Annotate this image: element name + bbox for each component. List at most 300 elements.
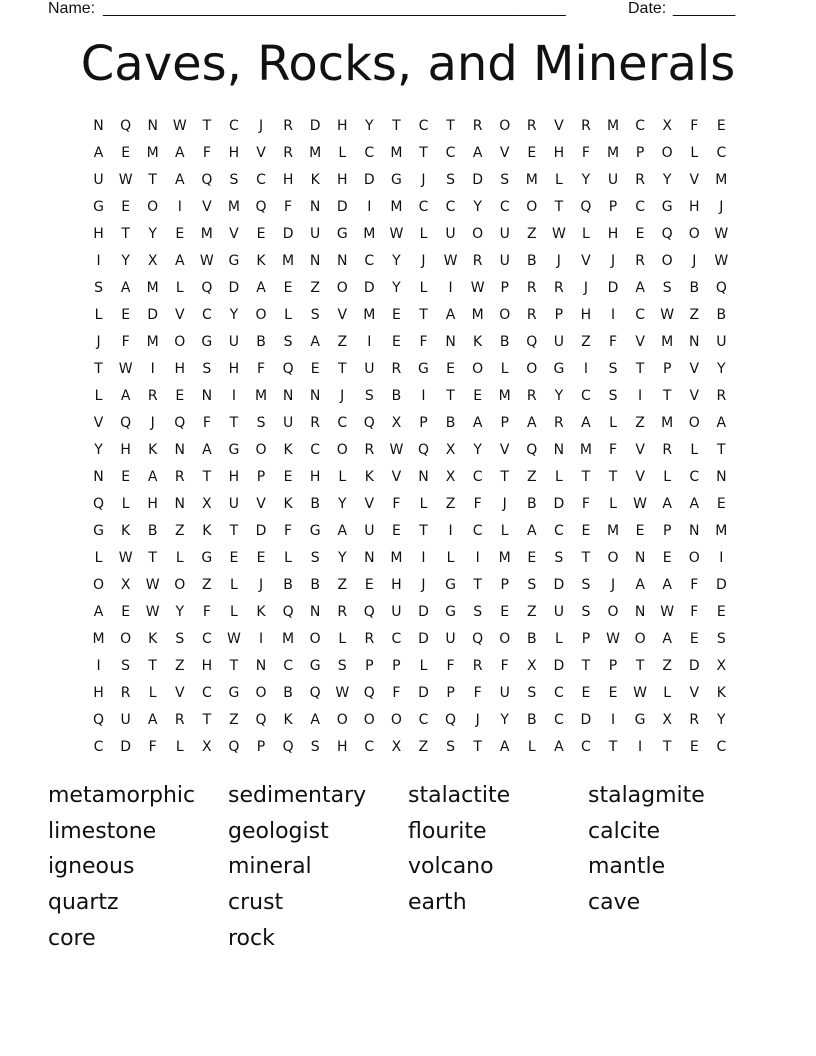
grid-letter[interactable]: R <box>554 280 564 296</box>
grid-letter[interactable]: F <box>608 334 618 350</box>
grid-letter[interactable]: R <box>662 442 673 458</box>
grid-letter[interactable]: B <box>526 253 537 269</box>
grid-letter[interactable]: L <box>94 388 103 404</box>
grid-letter[interactable]: T <box>148 658 157 674</box>
grid-letter[interactable]: J <box>150 415 155 431</box>
grid-letter[interactable]: H <box>147 496 158 512</box>
grid-letter[interactable]: V <box>499 145 510 161</box>
grid-letter[interactable]: X <box>120 577 131 593</box>
grid-letter[interactable]: L <box>175 550 184 566</box>
grid-letter[interactable]: C <box>472 523 483 539</box>
grid-letter[interactable]: L <box>284 307 292 323</box>
grid-letter[interactable]: E <box>662 550 672 566</box>
grid-letter[interactable]: E <box>121 145 131 161</box>
grid-letter[interactable]: B <box>499 334 510 350</box>
grid-letter[interactable]: P <box>608 199 618 215</box>
grid-letter[interactable]: R <box>526 280 537 296</box>
grid-letter[interactable]: Y <box>392 253 401 269</box>
grid-letter[interactable]: V <box>202 199 212 215</box>
grid-letter[interactable]: P <box>419 415 428 431</box>
grid-letter[interactable]: N <box>634 550 646 566</box>
grid-letter[interactable]: Y <box>717 361 726 377</box>
grid-letter[interactable]: Y <box>94 442 103 458</box>
grid-letter[interactable]: Q <box>715 280 727 296</box>
grid-letter[interactable]: S <box>446 172 455 188</box>
grid-letter[interactable]: I <box>638 388 643 404</box>
grid-letter[interactable]: T <box>202 118 212 134</box>
grid-letter[interactable]: Z <box>337 334 348 350</box>
grid-letter[interactable]: O <box>120 631 132 647</box>
grid-letter[interactable]: W <box>633 685 648 701</box>
grid-letter[interactable]: W <box>660 604 675 620</box>
grid-letter[interactable]: T <box>473 739 482 755</box>
grid-letter[interactable]: C <box>201 631 212 647</box>
grid-letter[interactable]: W <box>714 253 729 269</box>
grid-letter[interactable]: A <box>527 523 537 539</box>
grid-letter[interactable]: J <box>258 118 264 134</box>
grid-letter[interactable]: U <box>553 604 564 620</box>
date-field-line[interactable]: _______ <box>673 0 736 17</box>
grid-letter[interactable]: B <box>310 577 320 593</box>
grid-letter[interactable]: S <box>202 361 212 377</box>
grid-letter[interactable]: Q <box>526 442 538 458</box>
grid-letter[interactable]: J <box>258 577 264 593</box>
grid-letter[interactable]: W <box>199 253 214 269</box>
grid-letter[interactable]: U <box>228 496 240 512</box>
grid-letter[interactable]: Z <box>174 523 185 539</box>
grid-letter[interactable]: N <box>634 604 646 620</box>
grid-letter[interactable]: T <box>608 739 618 755</box>
grid-letter[interactable]: W <box>335 685 350 701</box>
grid-letter[interactable]: S <box>527 685 537 701</box>
grid-letter[interactable]: Q <box>255 199 267 215</box>
grid-letter[interactable]: C <box>581 739 591 755</box>
grid-letter[interactable]: O <box>688 226 700 242</box>
grid-letter[interactable]: M <box>471 307 484 323</box>
grid-letter[interactable]: L <box>446 550 455 566</box>
grid-letter[interactable]: Z <box>662 658 672 674</box>
grid-letter[interactable]: J <box>610 253 616 269</box>
grid-letter[interactable]: E <box>716 496 726 512</box>
grid-letter[interactable]: U <box>391 604 402 620</box>
grid-letter[interactable]: W <box>551 226 566 242</box>
grid-letter[interactable]: F <box>473 496 482 512</box>
grid-letter[interactable]: I <box>96 253 101 269</box>
grid-letter[interactable]: U <box>445 226 456 242</box>
grid-letter[interactable]: B <box>526 631 537 647</box>
grid-letter[interactable]: K <box>283 442 293 458</box>
grid-letter[interactable]: J <box>719 199 724 215</box>
grid-letter[interactable]: H <box>580 307 592 323</box>
grid-letter[interactable]: U <box>499 685 510 701</box>
grid-letter[interactable]: L <box>554 631 563 647</box>
grid-letter[interactable]: H <box>336 739 348 755</box>
grid-letter[interactable]: V <box>554 118 564 134</box>
grid-letter[interactable]: M <box>579 442 592 458</box>
grid-letter[interactable]: S <box>175 631 185 647</box>
grid-letter[interactable]: G <box>228 685 240 701</box>
grid-letter[interactable]: B <box>256 334 266 350</box>
grid-letter[interactable]: A <box>120 280 131 296</box>
grid-letter[interactable]: P <box>581 631 591 647</box>
grid-letter[interactable]: T <box>635 658 645 674</box>
grid-letter[interactable]: J <box>583 280 589 296</box>
grid-letter[interactable]: I <box>231 388 236 404</box>
grid-letter[interactable]: I <box>367 334 372 350</box>
grid-letter[interactable]: W <box>118 361 133 377</box>
grid-letter[interactable]: E <box>527 145 537 161</box>
grid-letter[interactable]: Q <box>282 604 294 620</box>
grid-letter[interactable]: J <box>610 577 616 593</box>
grid-letter[interactable]: S <box>283 334 293 350</box>
grid-letter[interactable]: U <box>607 172 619 188</box>
grid-letter[interactable]: S <box>94 280 103 296</box>
grid-letter[interactable]: W <box>389 442 404 458</box>
grid-letter[interactable]: H <box>120 442 131 458</box>
grid-letter[interactable]: A <box>635 577 645 593</box>
grid-letter[interactable]: U <box>282 415 294 431</box>
grid-letter[interactable]: S <box>310 307 320 323</box>
grid-letter[interactable]: E <box>716 118 726 134</box>
grid-letter[interactable]: V <box>256 496 266 512</box>
grid-letter[interactable]: I <box>610 712 616 728</box>
grid-letter[interactable]: Q <box>93 712 105 728</box>
grid-letter[interactable]: G <box>445 604 456 620</box>
grid-letter[interactable]: L <box>500 361 509 377</box>
grid-letter[interactable]: R <box>526 307 537 323</box>
grid-letter[interactable]: P <box>500 415 509 431</box>
grid-letter[interactable]: B <box>391 388 402 404</box>
grid-letter[interactable]: N <box>689 523 700 539</box>
grid-letter[interactable]: O <box>390 712 402 728</box>
grid-letter[interactable]: K <box>716 685 726 701</box>
grid-letter[interactable]: N <box>282 388 294 404</box>
grid-letter[interactable]: S <box>716 631 726 647</box>
grid-letter[interactable]: J <box>475 712 480 728</box>
grid-letter[interactable]: I <box>177 199 182 215</box>
grid-letter[interactable]: Q <box>120 415 132 431</box>
grid-letter[interactable]: W <box>389 226 404 242</box>
grid-letter[interactable]: M <box>498 388 511 404</box>
grid-letter[interactable]: W <box>172 118 187 134</box>
grid-letter[interactable]: V <box>581 253 591 269</box>
grid-letter[interactable]: I <box>421 388 426 404</box>
grid-letter[interactable]: X <box>662 712 672 728</box>
grid-letter[interactable]: T <box>419 523 428 539</box>
grid-letter[interactable]: T <box>635 361 645 377</box>
grid-letter[interactable]: H <box>282 172 294 188</box>
grid-letter[interactable]: K <box>256 253 266 269</box>
grid-letter[interactable]: T <box>446 118 455 134</box>
grid-letter[interactable]: A <box>256 280 266 296</box>
grid-letter[interactable]: W <box>714 226 729 242</box>
grid-letter[interactable]: P <box>662 361 672 377</box>
grid-letter[interactable]: T <box>121 226 130 242</box>
grid-letter[interactable]: D <box>607 280 619 296</box>
grid-letter[interactable]: Y <box>662 172 672 188</box>
grid-letter[interactable]: U <box>310 226 321 242</box>
grid-letter[interactable]: F <box>446 658 455 674</box>
grid-letter[interactable]: L <box>690 145 699 161</box>
grid-letter[interactable]: R <box>472 118 483 134</box>
grid-letter[interactable]: B <box>716 307 727 323</box>
grid-letter[interactable]: R <box>526 388 537 404</box>
grid-letter[interactable]: C <box>418 712 429 728</box>
grid-letter[interactable]: Q <box>661 226 673 242</box>
grid-letter[interactable]: Y <box>337 550 347 566</box>
grid-letter[interactable]: O <box>363 712 375 728</box>
grid-letter[interactable]: C <box>364 253 375 269</box>
grid-letter[interactable]: Y <box>500 712 509 728</box>
grid-letter[interactable]: Y <box>473 199 482 215</box>
grid-letter[interactable]: O <box>255 442 267 458</box>
grid-letter[interactable]: V <box>391 469 402 485</box>
grid-letter[interactable]: E <box>364 577 374 593</box>
grid-letter[interactable]: W <box>470 280 485 296</box>
grid-letter[interactable]: T <box>202 469 212 485</box>
grid-letter[interactable]: L <box>230 577 238 593</box>
grid-letter[interactable]: V <box>499 442 510 458</box>
grid-letter[interactable]: V <box>689 361 700 377</box>
grid-letter[interactable]: O <box>607 550 619 566</box>
grid-letter[interactable]: F <box>256 361 266 377</box>
grid-letter[interactable]: P <box>392 658 401 674</box>
grid-letter[interactable]: T <box>581 658 591 674</box>
grid-letter[interactable]: C <box>364 145 375 161</box>
grid-letter[interactable]: U <box>499 253 510 269</box>
grid-letter[interactable]: D <box>255 523 267 539</box>
grid-letter[interactable]: T <box>337 361 347 377</box>
grid-letter[interactable]: I <box>150 361 155 377</box>
grid-letter[interactable]: O <box>688 550 700 566</box>
grid-letter[interactable]: T <box>581 550 591 566</box>
grid-letter[interactable]: Q <box>228 739 240 755</box>
grid-letter[interactable]: E <box>121 604 131 620</box>
grid-letter[interactable]: P <box>365 658 374 674</box>
grid-letter[interactable]: A <box>310 334 320 350</box>
grid-letter[interactable]: C <box>418 118 429 134</box>
grid-letter[interactable]: S <box>608 388 618 404</box>
grid-letter[interactable]: M <box>282 253 295 269</box>
grid-letter[interactable]: Q <box>445 712 457 728</box>
grid-letter[interactable]: A <box>472 415 483 431</box>
grid-letter[interactable]: Y <box>337 496 347 512</box>
grid-letter[interactable]: N <box>364 550 375 566</box>
grid-letter[interactable]: Z <box>581 334 591 350</box>
grid-letter[interactable]: E <box>716 604 726 620</box>
grid-letter[interactable]: B <box>689 280 700 296</box>
grid-letter[interactable]: G <box>390 172 402 188</box>
grid-letter[interactable]: I <box>719 550 724 566</box>
grid-letter[interactable]: R <box>391 361 402 377</box>
grid-letter[interactable]: L <box>338 145 347 161</box>
grid-letter[interactable]: D <box>120 739 131 755</box>
grid-letter[interactable]: Q <box>363 604 375 620</box>
grid-letter[interactable]: R <box>147 388 158 404</box>
grid-letter[interactable]: G <box>93 523 104 539</box>
grid-letter[interactable]: A <box>662 577 672 593</box>
grid-letter[interactable]: G <box>93 199 104 215</box>
grid-letter[interactable]: A <box>472 145 483 161</box>
grid-letter[interactable]: O <box>255 307 267 323</box>
grid-letter[interactable]: O <box>472 226 484 242</box>
grid-letter[interactable]: W <box>145 577 160 593</box>
grid-letter[interactable]: D <box>418 631 429 647</box>
grid-letter[interactable]: Z <box>526 226 537 242</box>
grid-letter[interactable]: T <box>148 172 157 188</box>
grid-letter[interactable]: F <box>500 658 509 674</box>
grid-letter[interactable]: S <box>446 739 455 755</box>
grid-letter[interactable]: X <box>147 253 158 269</box>
grid-letter[interactable]: L <box>148 685 157 701</box>
grid-letter[interactable]: D <box>363 172 375 188</box>
grid-letter[interactable]: R <box>120 685 131 701</box>
grid-letter[interactable]: Y <box>121 253 130 269</box>
grid-letter[interactable]: I <box>448 523 453 539</box>
grid-letter[interactable]: G <box>228 253 240 269</box>
grid-letter[interactable]: X <box>716 658 727 674</box>
grid-letter[interactable]: L <box>500 523 509 539</box>
grid-letter[interactable]: T <box>717 442 726 458</box>
grid-letter[interactable]: M <box>498 550 511 566</box>
grid-letter[interactable]: L <box>94 307 103 323</box>
grid-letter[interactable]: M <box>254 388 268 404</box>
grid-letter[interactable]: C <box>689 469 700 485</box>
grid-letter[interactable]: R <box>581 118 591 134</box>
grid-letter[interactable]: Z <box>310 280 320 296</box>
grid-letter[interactable]: B <box>283 685 293 701</box>
grid-letter[interactable]: E <box>527 550 537 566</box>
name-field-line[interactable]: ____________________________________________________ <box>103 0 566 17</box>
grid-letter[interactable]: L <box>554 172 563 188</box>
grid-letter[interactable]: Z <box>174 658 185 674</box>
grid-letter[interactable]: R <box>554 415 564 431</box>
grid-letter[interactable]: Z <box>635 415 645 431</box>
grid-letter[interactable]: J <box>502 496 507 512</box>
grid-letter[interactable]: L <box>582 226 590 242</box>
grid-letter[interactable]: G <box>634 712 646 728</box>
grid-letter[interactable]: O <box>661 145 673 161</box>
grid-letter[interactable]: D <box>418 685 429 701</box>
grid-letter[interactable]: R <box>283 145 293 161</box>
grid-letter[interactable]: X <box>526 658 537 674</box>
grid-letter[interactable]: P <box>446 685 455 701</box>
grid-letter[interactable]: F <box>202 145 211 161</box>
grid-letter[interactable]: N <box>689 334 700 350</box>
grid-letter[interactable]: H <box>391 577 402 593</box>
grid-letter[interactable]: Q <box>363 415 375 431</box>
grid-letter[interactable]: F <box>608 442 618 458</box>
grid-letter[interactable]: C <box>445 145 456 161</box>
grid-letter[interactable]: T <box>662 388 672 404</box>
grid-letter[interactable]: C <box>201 685 212 701</box>
grid-letter[interactable]: C <box>256 172 266 188</box>
grid-letter[interactable]: S <box>310 550 320 566</box>
grid-letter[interactable]: I <box>638 739 643 755</box>
grid-letter[interactable]: O <box>661 253 673 269</box>
grid-letter[interactable]: I <box>421 550 426 566</box>
grid-letter[interactable]: V <box>256 145 266 161</box>
grid-letter[interactable]: M <box>606 118 620 134</box>
grid-letter[interactable]: V <box>689 172 700 188</box>
grid-letter[interactable]: F <box>581 145 590 161</box>
grid-letter[interactable]: N <box>174 496 186 512</box>
grid-letter[interactable]: Y <box>392 280 401 296</box>
grid-letter[interactable]: T <box>148 550 157 566</box>
grid-letter[interactable]: A <box>93 145 104 161</box>
grid-letter[interactable]: A <box>147 712 158 728</box>
grid-letter[interactable]: Y <box>148 226 157 242</box>
grid-letter[interactable]: O <box>309 631 321 647</box>
grid-letter[interactable]: E <box>229 550 239 566</box>
grid-letter[interactable]: C <box>337 415 348 431</box>
grid-letter[interactable]: U <box>364 361 375 377</box>
grid-letter[interactable]: H <box>228 145 240 161</box>
grid-letter[interactable]: N <box>255 658 267 674</box>
grid-letter[interactable]: M <box>606 523 620 539</box>
grid-letter[interactable]: O <box>174 577 186 593</box>
grid-letter[interactable]: L <box>284 550 292 566</box>
grid-letter[interactable]: M <box>390 199 403 215</box>
grid-letter[interactable]: N <box>147 118 158 134</box>
grid-letter[interactable]: Z <box>526 469 537 485</box>
grid-letter[interactable]: E <box>256 226 266 242</box>
grid-letter[interactable]: O <box>255 685 267 701</box>
grid-letter[interactable]: D <box>147 307 159 323</box>
grid-letter[interactable]: Q <box>282 739 294 755</box>
grid-letter[interactable]: G <box>553 361 565 377</box>
grid-letter[interactable]: R <box>337 604 348 620</box>
grid-letter[interactable]: T <box>229 415 239 431</box>
grid-letter[interactable]: B <box>310 496 320 512</box>
grid-letter[interactable]: F <box>419 334 428 350</box>
grid-letter[interactable]: H <box>309 469 321 485</box>
grid-letter[interactable]: W <box>633 496 648 512</box>
grid-letter[interactable]: U <box>120 712 131 728</box>
grid-letter[interactable]: P <box>554 307 564 323</box>
grid-letter[interactable]: S <box>662 280 672 296</box>
grid-letter[interactable]: S <box>527 577 537 593</box>
grid-letter[interactable]: T <box>446 388 455 404</box>
grid-letter[interactable]: S <box>608 361 618 377</box>
grid-letter[interactable]: D <box>688 658 700 674</box>
grid-letter[interactable]: K <box>121 523 131 539</box>
grid-letter[interactable]: E <box>175 226 185 242</box>
grid-letter[interactable]: S <box>229 172 239 188</box>
grid-letter[interactable]: S <box>310 739 320 755</box>
grid-letter[interactable]: O <box>147 199 159 215</box>
grid-letter[interactable]: V <box>689 685 700 701</box>
grid-letter[interactable]: C <box>635 307 645 323</box>
grid-letter[interactable]: N <box>93 118 104 134</box>
grid-letter[interactable]: H <box>93 685 104 701</box>
grid-letter[interactable]: B <box>445 415 456 431</box>
grid-letter[interactable]: V <box>635 334 645 350</box>
grid-letter[interactable]: H <box>688 199 700 215</box>
grid-letter[interactable]: K <box>202 523 212 539</box>
grid-letter[interactable]: M <box>146 145 159 161</box>
grid-letter[interactable]: E <box>283 469 293 485</box>
grid-letter[interactable]: X <box>202 496 212 512</box>
grid-letter[interactable]: I <box>610 307 616 323</box>
grid-letter[interactable]: E <box>121 199 131 215</box>
grid-letter[interactable]: O <box>499 118 511 134</box>
grid-letter[interactable]: N <box>309 253 321 269</box>
grid-letter[interactable]: F <box>121 334 130 350</box>
grid-letter[interactable]: H <box>553 145 565 161</box>
grid-letter[interactable]: O <box>336 280 348 296</box>
grid-letter[interactable]: O <box>634 631 646 647</box>
